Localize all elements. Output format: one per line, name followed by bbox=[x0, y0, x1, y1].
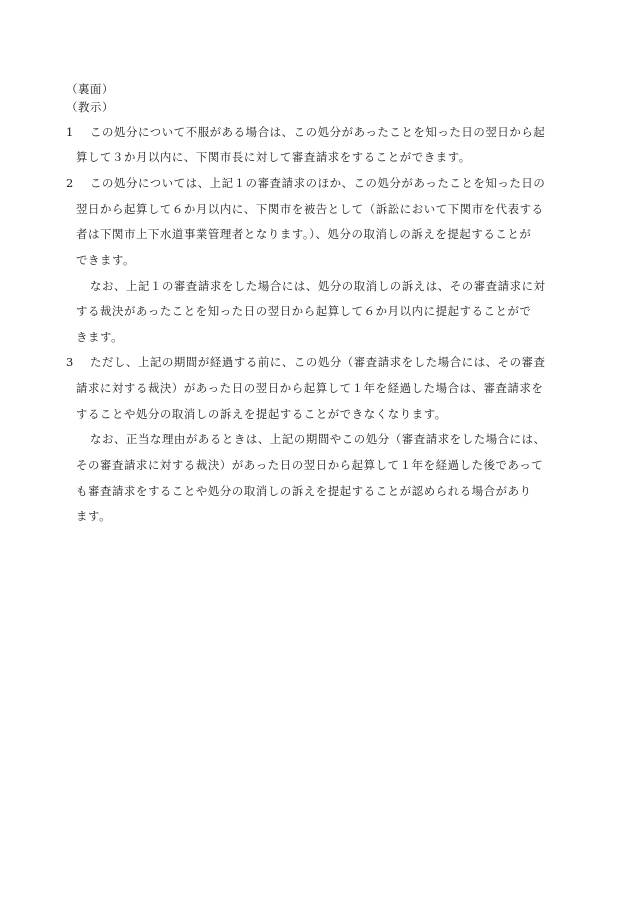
item-number-2: 2 bbox=[66, 176, 74, 190]
item-2-line-1: この処分については、上記１の審査請求のほか、この処分があったことを知った日の bbox=[90, 176, 546, 190]
item-3-note-line-4: ます。 bbox=[76, 509, 112, 523]
item-1-line-1: この処分について不服がある場合は、この処分があったことを知った日の翌日から起 bbox=[90, 125, 546, 139]
item-number-1: 1 bbox=[66, 125, 74, 139]
item-1-line-2: 算して３か月以内に、下関市長に対して審査請求をすることができます。 bbox=[76, 150, 471, 164]
instruction-heading: （教示） bbox=[66, 100, 114, 114]
item-3-line-3: することや処分の取消しの訴えを提起することができなくなります。 bbox=[76, 407, 447, 421]
item-number-3: 3 bbox=[66, 355, 74, 369]
item-3-line-1: ただし、上記の期間が経過する前に、この処分（審査請求をした場合には、その審査 bbox=[90, 355, 546, 369]
item-3-note-line-1: なお、正当な理由があるときは、上記の期間やこの処分（審査請求をした場合には、 bbox=[90, 432, 546, 446]
item-2-note-line-2: する裁決があったことを知った日の翌日から起算して６か月以内に提起することがで bbox=[76, 304, 532, 318]
reverse-side-heading: （裏面） bbox=[66, 82, 114, 96]
item-2-line-3: 者は下関市上下水道事業管理者となります。）、処分の取消しの訴えを提起することが bbox=[76, 227, 532, 241]
item-2-line-4: できます。 bbox=[76, 253, 136, 267]
item-2-note-line-1: なお、上記１の審査請求をした場合には、処分の取消しの訴えは、その審査請求に対 bbox=[90, 279, 546, 293]
item-3-line-2: 請求に対する裁決）があった日の翌日から起算して１年を経過した場合は、審査請求を bbox=[76, 381, 544, 395]
item-2-line-2: 翌日から起算して６か月以内に、下関市を被告として（訴訟において下関市を代表する bbox=[76, 202, 544, 216]
item-3-note-line-2: その審査請求に対する裁決）があった日の翌日から起算して１年を経過した後であって bbox=[76, 458, 544, 472]
item-2-note-line-3: きます。 bbox=[76, 330, 124, 344]
item-3-note-line-3: も審査請求をすることや処分の取消しの訴えを提起することが認められる場合があり bbox=[76, 484, 532, 498]
